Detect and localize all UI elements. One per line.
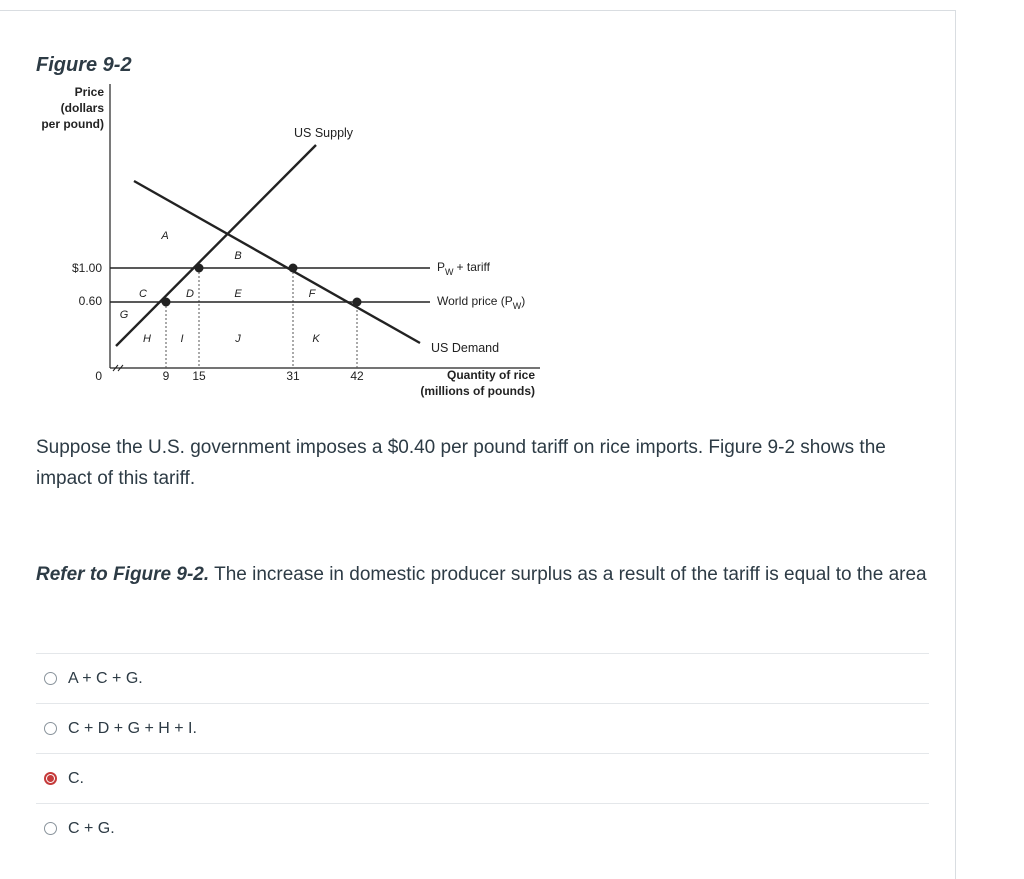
y-tick-1: $1.00 — [71, 261, 102, 275]
x-tick-15: 15 — [192, 369, 206, 383]
question-text — [36, 559, 936, 590]
x-tick-31: 31 — [286, 369, 300, 383]
answer-option-1[interactable] — [36, 653, 929, 703]
panel-edge — [955, 10, 956, 879]
y-tick-0: 0 — [95, 369, 102, 383]
x-tick-42: 42 — [350, 369, 364, 383]
x-axis-label-1: Quantity of rice — [446, 368, 535, 382]
area-k: K — [312, 333, 320, 345]
radio-button[interactable] — [44, 672, 57, 685]
area-f: F — [308, 288, 316, 300]
answer-option-2[interactable] — [36, 703, 929, 753]
figure-title: Figure 9-2 — [36, 54, 132, 76]
radio-button[interactable] — [44, 822, 57, 835]
tariff-line-label: $P_W$ + tariff — [437, 260, 490, 277]
y-axis-label-1: Price — [74, 85, 104, 99]
answer-option-4[interactable] — [36, 803, 929, 853]
question-body: The increase in domestic producer surplus as a result of the tariff is equal to the area — [209, 564, 927, 585]
area-a: A — [161, 230, 169, 242]
point-supply-tariff — [195, 264, 204, 273]
point-demand-tariff — [289, 264, 298, 273]
x-axis-label-2: (millions of pounds) — [420, 384, 535, 398]
x-tick-9: 9 — [162, 369, 170, 383]
area-i: I — [180, 333, 184, 345]
area-e: E — [234, 288, 242, 300]
area-h: H — [143, 333, 151, 345]
world-price-label: World price $(P_W)$ — [437, 294, 526, 311]
radio-button[interactable] — [44, 722, 57, 735]
figure-reference: Refer to Figure 9-2. — [36, 564, 210, 585]
answer-option-3[interactable] — [36, 753, 929, 803]
area-g: G — [119, 309, 129, 321]
question-intro: Suppose the U.S. government imposes a $0.40 per pound tariff on rice imports. Figure 9-2 shows the impact of this tariff. — [36, 437, 886, 489]
supply-label: US Supply — [294, 126, 354, 140]
radio-button-selected[interactable] — [44, 772, 57, 785]
point-demand-world — [353, 298, 362, 307]
area-j: J — [235, 333, 241, 345]
answer-list — [36, 653, 929, 853]
y-axis-label-3: per pound) — [41, 117, 104, 131]
answer-label: C. — [68, 769, 84, 787]
figure-graph — [0, 0, 560, 410]
area-b: B — [234, 250, 242, 262]
y-tick-060: 0.60 — [78, 294, 102, 308]
answer-label: C + G. — [68, 819, 115, 837]
answer-label: C + D + G + H + I. — [68, 719, 197, 737]
supply-curve — [116, 145, 316, 346]
area-d: D — [186, 288, 194, 300]
demand-label: US Demand — [431, 341, 500, 355]
answer-label: A + C + G. — [68, 669, 143, 687]
demand-curve — [134, 181, 420, 343]
y-axis-label-2: (dollars — [60, 101, 104, 115]
point-supply-world — [162, 298, 171, 307]
area-c: C — [139, 288, 147, 300]
